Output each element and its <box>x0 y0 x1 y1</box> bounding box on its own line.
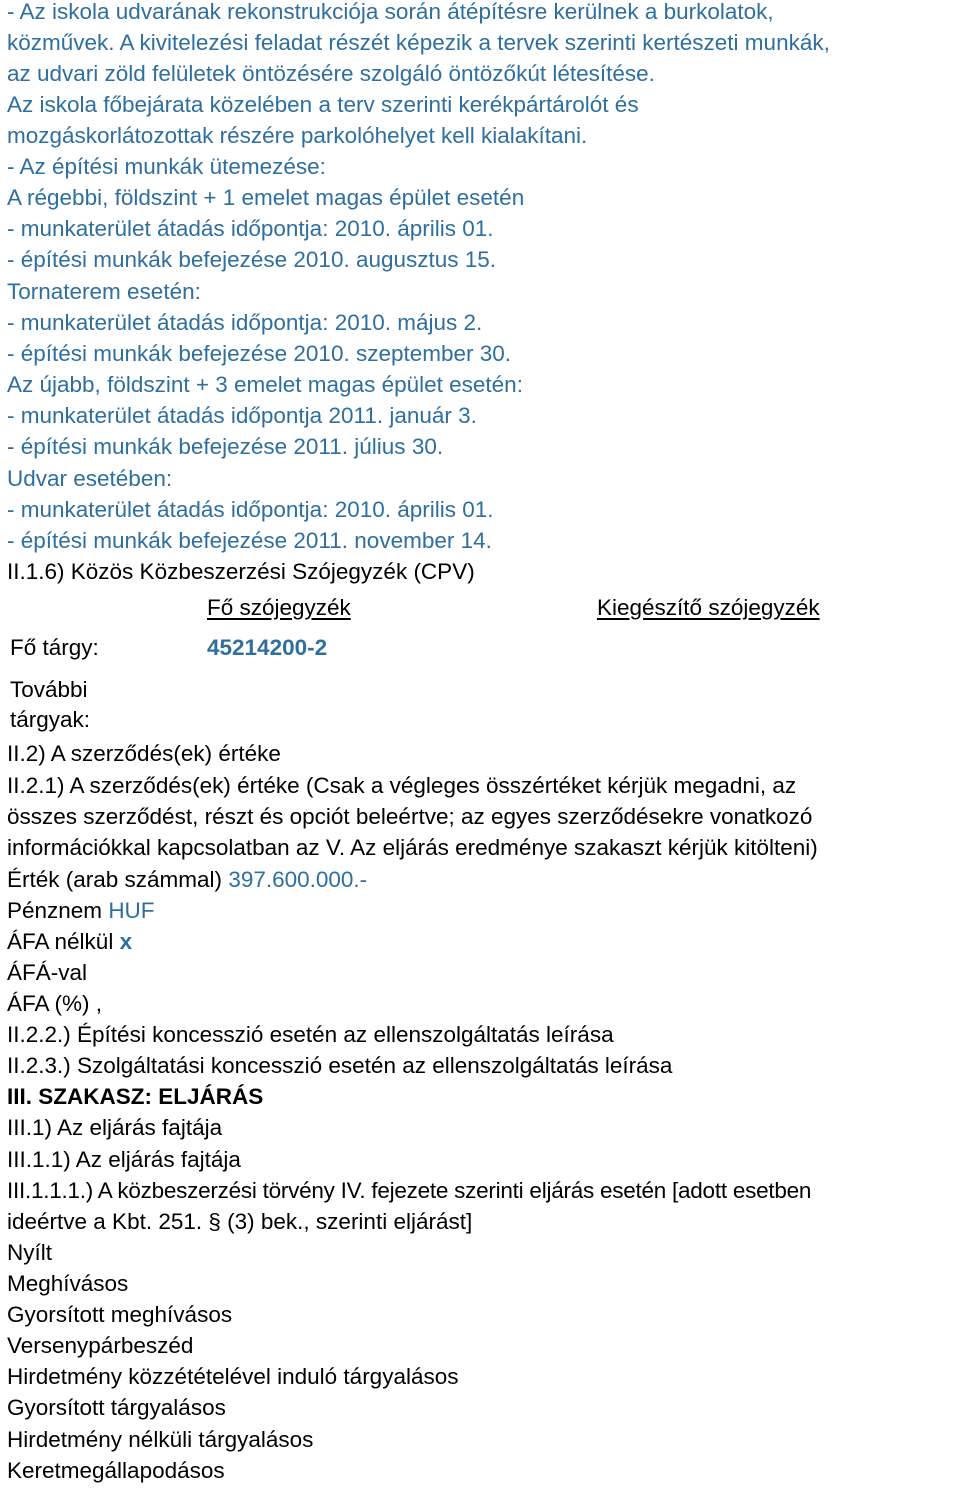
cpv-supplementary-column-header: Kiegészítő szójegyzék <box>597 595 820 620</box>
cpv-heading: II.1.6) Közös Közbeszerzési Szójegyzék (CPV) <box>7 559 475 584</box>
intro-line: Az újabb, földszint + 3 emelet magas épület esetén: <box>7 372 523 397</box>
intro-line: az udvari zöld felületek öntözésére szolgáló öntözőkút létesítése. <box>7 61 655 86</box>
intro-line: - építési munkák befejezése 2011. július 30. <box>7 434 444 459</box>
intro-line: Tornaterem esetén: <box>7 279 201 304</box>
cpv-further-objects-label: tárgyak: <box>10 707 91 732</box>
procedure-type-item: Gyorsított tárgyalásos <box>7 1395 226 1420</box>
intro-line: - Az iskola udvarának rekonstrukciója során átépítésre kerülnek a burkolatok, <box>7 0 774 24</box>
vat-excluded-mark: x <box>119 929 133 954</box>
procedure-type-item: Nyílt <box>7 1240 52 1265</box>
vat-excluded-label: ÁFA nélkül <box>7 929 120 954</box>
service-concession-line: II.2.3.) Szolgáltatási koncesszió esetén az ellenszolgáltatás leírása <box>7 1053 673 1078</box>
amount-row <box>7 866 367 894</box>
intro-line: - munkaterület átadás időpontja: 2010. április 01. <box>7 216 494 241</box>
works-concession-line: II.2.2.) Építési koncesszió esetén az ellenszolgáltatás leírása <box>7 1022 614 1047</box>
procedure-line: ideértve a Kbt. 251. § (3) bek., szerinti eljárást] <box>7 1209 473 1234</box>
intro-line: Az iskola főbejárata közelében a terv szerinti kerékpártárolót és <box>7 92 639 117</box>
vat-excluded-row <box>7 928 132 956</box>
currency-value: HUF <box>108 898 155 923</box>
value-description-line: összes szerződést, részt és opciót beleértve; az egyes szerződésekre vonatkozó <box>7 804 813 829</box>
intro-line: Udvar esetében: <box>7 466 173 491</box>
cpv-main-column-header: Fő szójegyzék <box>207 595 351 620</box>
currency-label: Pénznem <box>7 898 109 923</box>
procedure-line: III.1.1.1.) A közbeszerzési törvény IV. fejezete szerinti eljárás esetén [adott esetben <box>7 1178 812 1203</box>
procedure-type-item: Keretmegállapodásos <box>7 1458 225 1483</box>
currency-row <box>7 897 155 925</box>
section-title: III. SZAKASZ: ELJÁRÁS <box>7 1084 264 1109</box>
cpv-further-objects-label: További <box>10 677 88 702</box>
value-heading: II.2) A szerződés(ek) értéke <box>7 741 281 766</box>
vat-included-label: ÁFÁ-val <box>7 960 88 985</box>
procedure-type-item: Gyorsított meghívásos <box>7 1302 233 1327</box>
intro-line: - munkaterület átadás időpontja: 2010. május 2. <box>7 310 483 335</box>
procedure-type-item: Versenypárbeszéd <box>7 1333 194 1358</box>
cpv-main-code: 45214200-2 <box>207 635 328 660</box>
intro-line: - építési munkák befejezése 2011. november 14. <box>7 528 492 553</box>
cpv-main-object-label: Fő tárgy: <box>10 635 99 660</box>
procedure-line: III.1.1) Az eljárás fajtája <box>7 1147 241 1172</box>
procedure-type-item: Hirdetmény közzétételével induló tárgyalásos <box>7 1364 459 1389</box>
value-description-line: információkkal kapcsolatban az V. Az eljárás eredménye szakaszt kérjük kitölteni) <box>7 835 818 860</box>
procedure-line: III.1) Az eljárás fajtája <box>7 1115 223 1140</box>
intro-line: közművek. A kivitelezési feladat részét képezik a tervek szerinti kertészeti munkák, <box>7 30 830 55</box>
procedure-type-item: Hirdetmény nélküli tárgyalásos <box>7 1427 314 1452</box>
intro-line: - munkaterület átadás időpontja: 2010. április 01. <box>7 497 494 522</box>
intro-line: mozgáskorlátozottak részére parkolóhelyet kell kialakítani. <box>7 123 588 148</box>
amount-label: Érték (arab számmal) <box>7 867 229 892</box>
vat-rate-label: ÁFA (%) , <box>7 991 103 1016</box>
intro-line: A régebbi, földszint + 1 emelet magas épület esetén <box>7 185 525 210</box>
amount-value: 397.600.000.- <box>228 867 368 892</box>
procedure-type-item: Meghívásos <box>7 1271 129 1296</box>
value-description-line: II.2.1) A szerződés(ek) értéke (Csak a végleges összértéket kérjük megadni, az <box>7 773 797 798</box>
intro-line: - építési munkák befejezése 2010. szeptember 30. <box>7 341 512 366</box>
intro-line: - Az építési munkák ütemezése: <box>7 154 326 179</box>
intro-line: - építési munkák befejezése 2010. augusztus 15. <box>7 247 497 272</box>
intro-line: - munkaterület átadás időpontja 2011. január 3. <box>7 403 477 428</box>
